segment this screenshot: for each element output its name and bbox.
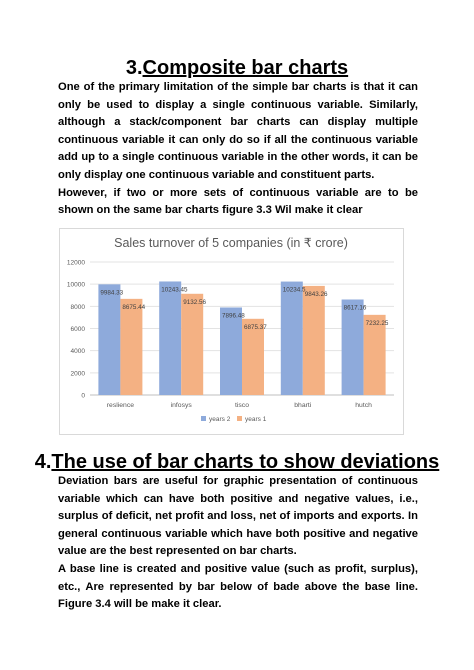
bar <box>120 299 142 395</box>
sales-bar-chart <box>59 228 404 435</box>
data-label: 8617.16 <box>343 304 367 312</box>
bar <box>281 282 303 395</box>
section-3-title: Composite bar charts <box>142 57 349 79</box>
y-tick-label: 6000 <box>70 326 85 333</box>
y-axis-ticks <box>67 260 85 400</box>
data-label: 7896.48 <box>222 312 245 320</box>
x-axis-ticks <box>107 402 372 409</box>
legend-swatch <box>201 416 206 421</box>
data-label: 10243.45 <box>161 286 188 294</box>
section-4-body <box>58 473 418 614</box>
y-tick-label: 2000 <box>70 370 85 378</box>
data-label: 8675.44 <box>122 303 146 311</box>
section-4-title: The use of bar charts to show deviations <box>51 451 440 473</box>
bar <box>303 286 325 395</box>
bar <box>98 284 120 395</box>
chart-svg <box>60 229 403 434</box>
section-3-body <box>58 79 418 220</box>
data-label: 7232.25 <box>365 319 389 327</box>
data-label: 6875.37 <box>244 323 267 331</box>
bar <box>181 294 203 395</box>
section-4-paragraph-1: Deviation bars are useful for graphic presentation of continuous variable which can have both positive and negative values, i.e., surplus of deficit, net profit and loss, net of imports and exports. In general continuous variable which have both positive and negative value are the best represented on bar charts. <box>58 475 418 558</box>
section-3-heading <box>0 57 474 80</box>
y-tick-label: 8000 <box>70 303 85 311</box>
data-label: 10234.5 <box>282 286 306 294</box>
section-3-number: 3. <box>125 57 143 79</box>
legend-label: years 1 <box>245 416 267 423</box>
chart-title: Sales turnover of 5 companies (in ₹ crore) <box>114 236 348 250</box>
x-tick-label: reslience <box>106 402 135 409</box>
x-tick-label: bharti <box>294 402 312 409</box>
data-label: 9984.33 <box>100 289 124 297</box>
data-label: 9132.56 <box>183 298 206 306</box>
section-4-heading <box>0 451 474 474</box>
y-tick-label: 0 <box>81 392 85 400</box>
chart-bars <box>98 281 385 395</box>
bar <box>159 281 181 395</box>
x-tick-label: tisco <box>235 402 249 409</box>
section-4-paragraph-2: A base line is created and positive value (such as profit, surplus), etc., Are represented by bar below of bade above the base line. Figure 3.4 will be make it clear. <box>58 562 418 611</box>
x-tick-label: infosys <box>170 402 192 409</box>
y-tick-label: 12000 <box>66 259 85 267</box>
section-3-paragraph-1: One of the primary limitation of the simple bar charts is that it can only be used to display a single continuous variable. Similarly, although a stack/component bar charts can display multiple continuous variable it can only do so if all the continuous variable add up to a single continuous variable in the other words, it can be only display one continuous variable and constituent parts. <box>58 81 418 181</box>
x-tick-label: hutch <box>355 402 372 409</box>
y-tick-label: 4000 <box>70 348 85 356</box>
data-label: 9843.26 <box>304 290 328 298</box>
section-3-paragraph-2: However, if two or more sets of continuous variable are to be shown on the same bar charts figure 3.3 Wil make it clear <box>58 186 418 217</box>
y-tick-label: 10000 <box>66 281 85 289</box>
legend-swatch <box>237 416 242 421</box>
section-4-number: 4. <box>34 451 52 473</box>
bar <box>364 315 386 395</box>
bar <box>342 299 364 395</box>
chart-legend <box>201 416 267 423</box>
bar <box>220 307 242 395</box>
legend-label: years 2 <box>209 416 231 423</box>
